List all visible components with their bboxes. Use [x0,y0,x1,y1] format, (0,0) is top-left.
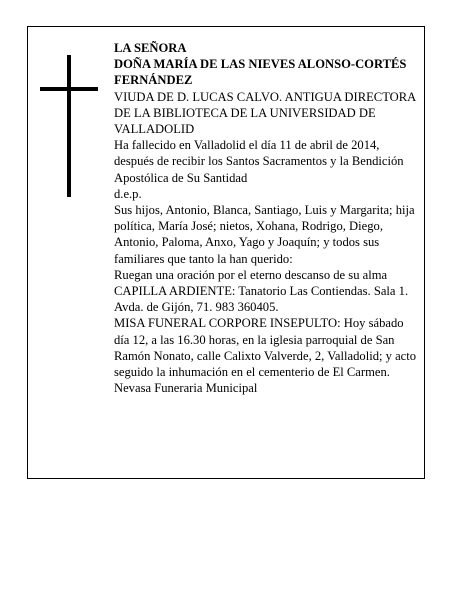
obituary-notice [27,26,425,479]
rip-line: d.e.p. [114,186,142,201]
wake-info: CAPILLA ARDIENTE: Tanatorio Las Contiendas. Sala 1. Avda. de Gijón, 71. 983 360405. [114,284,409,315]
deceased-name: DOÑA MARÍA DE LAS NIEVES ALONSO-CORTÉS FERNÁNDEZ [114,57,407,88]
deceased-description: VIUDA DE D. LUCAS CALVO. ANTIGUA DIRECTORA DE LA BIBLIOTECA DE LA UNIVERSIDAD DE VALLADOLID [114,89,416,137]
family-list: Sus hijos, Antonio, Blanca, Santiago, Luis y Margarita; hija política, María José; nietos, Xohana, Rodrigo, Diego, Antonio, Paloma, Anxo, Yago y Joaquín; y todos sus familiares que tanto la han querido: [114,203,415,266]
obituary-text [114,40,422,396]
cross-vertical-bar [67,55,71,197]
funeral-mass-info: MISA FUNERAL CORPORE INSEPULTO: Hoy sábado día 12, a las 16.30 horas, en la iglesia parroquial de San Ramón Nonato, calle Calixto Valverde, 2, Valladolid; y acto seguido la inhumación en el cementerio de El Carmen. [114,316,417,380]
latin-cross-icon [40,55,98,197]
funeral-home: Nevasa Funeraria Municipal [114,381,258,396]
title-line: LA SEÑORA [114,41,187,55]
death-announcement: Ha fallecido en Valladolid el día 11 de abril de 2014, después de recibir los Santos Sacramentos y la Bendición Apostólica de Su Santidad [114,138,404,185]
prayer-request: Ruegan una oración por el eterno descanso de su alma [114,267,388,282]
cross-horizontal-bar [40,87,98,91]
